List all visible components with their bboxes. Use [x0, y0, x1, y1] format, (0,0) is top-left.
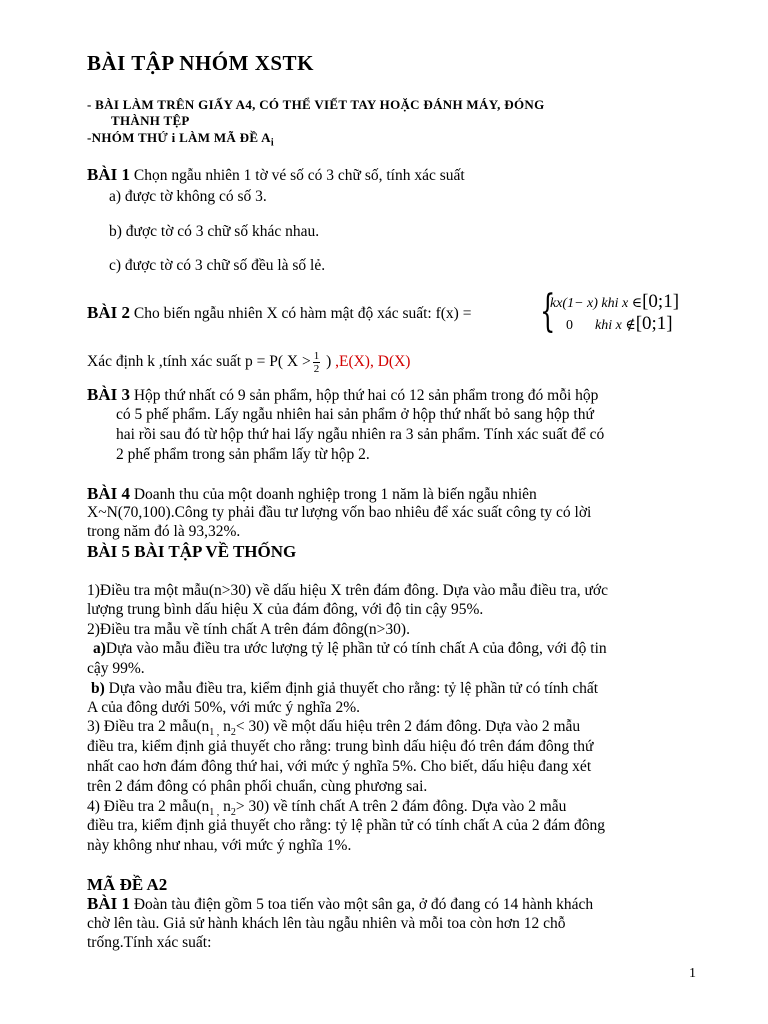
instruction-line-1: - BÀI LÀM TRÊN GIẤY A4, CÓ THỂ VIẾT TAY HOẶC ĐÁNH MÁY, ĐÓNG — [87, 97, 545, 112]
bai5-item-4-line-2: điều tra, kiểm định giả thuyết cho rằng: tỷ lệ phần tử có tính chất A của 2 đám đông — [87, 817, 606, 834]
bai5-item-2-line-1: 2)Điều tra mẫu về tính chất A trên đám đông(n>30). — [87, 621, 410, 638]
bai1-option-a: a) được tờ không có số 3. — [109, 188, 267, 205]
bai5-item-3-line-1: 3) Điều tra 2 $mẫu(n_{1 ,}$ $n_2< 30$) về một dấu hiệu trên 2 đám đông. Dựa vào 2 mẫu — [87, 718, 581, 739]
bai5-item-2b-line-1: b) Dựa vào mẫu điều tra, kiểm định giả thuyết cho rằng: tỷ lệ phần tử có tính chất — [91, 680, 599, 697]
bai5-item-1-line-2: lượng trung bình dấu hiệu X của đám đông, với độ tin cậy 95%. — [87, 601, 484, 618]
page-number: 1 — [689, 966, 696, 981]
bai5-item-3-line-4: trên 2 đám đông có phân phối chuẩn, cùng phương sai. — [87, 778, 428, 795]
instruction-line-3: -NHÓM THỨ i LÀM MÃ ĐỀ $A_i$ — [87, 130, 274, 149]
bai4-line-2: X~N(70,100).Công ty phải đầu tư lượng vốn bao nhiêu để xác suất công ty có lời — [87, 504, 592, 521]
a2-bai1-line-3: trống.Tính xác suất: — [87, 934, 212, 951]
document-title: BÀI TẬP NHÓM XSTK — [87, 51, 314, 75]
piecewise-case-1: kx(1− x) khi x ∈[0;1] — [550, 291, 680, 312]
bai1-option-b: b) được tờ có 3 chữ số khác nhau. — [109, 223, 320, 240]
bai2-question: BÀI 2 Cho biến ngẫu nhiên X có hàm mật độ xác suất: f(x) = — [87, 303, 472, 322]
section-heading-a2: MÃ ĐỀ A2 — [87, 875, 168, 894]
piecewise-brace: { — [540, 286, 556, 337]
bai5-item-3-line-2: điều tra, kiểm định giả thuyết cho rằng: trung bình dấu hiệu đó trên đám đông thứ — [87, 738, 594, 755]
bai1-question: BÀI 1 Chọn ngẫu nhiên 1 tờ vé số có 3 chữ số, tính xác suất — [87, 165, 465, 184]
bai3-line-3: hai rồi sau đó từ hộp thứ hai lấy ngẫu nhiên ra 3 sản phẩm. Tính xác suất để có — [116, 426, 605, 443]
instruction-line-2: THÀNH TỆP — [111, 113, 190, 128]
bai5-item-2a-line-2: cậy 99%. — [87, 660, 145, 677]
a2-bai1-line-2: chờ lên tàu. Giả sử hành khách lên tàu ngẫu nhiên và mỗi toa còn hơn 12 chỗ — [87, 915, 566, 932]
bai5-item-2a-line-1: a)Dựa vào mẫu điều tra ước lượng tỷ lệ phần tử có tính chất A của đông, với độ tin — [93, 640, 607, 657]
fraction-one-half: $\frac{1}{2}$ — [313, 350, 320, 375]
bai3-line-2: có 5 phế phẩm. Lấy ngẫu nhiên hai sản phẩm ở hộp thứ nhất bỏ sang hộp thứ — [116, 406, 594, 423]
bai5-item-2b-line-2: A của đông dưới 50%, với mức ý nghĩa 2%. — [87, 699, 360, 716]
bai5-item-3-line-3: nhất cao hơn đám đông thứ hai, với mức ý nghĩa 5%. Cho biết, dấu hiệu đang xét — [87, 758, 592, 775]
bai5-item-4-line-1: 4) Điều tra 2 $mẫu(n_{1 ,}$ $n_2> 30$) về tính chất A trên 2 đám đông. Dựa vào 2 mẫu — [87, 798, 567, 819]
bai4-line-3: trong năm đó là 93,32%. — [87, 523, 241, 540]
bai5-item-1-line-1: 1)Điều tra một mẫu(n>30) về dấu hiệu X trên đám đông. Dựa vào mẫu điều tra, ước — [87, 582, 608, 599]
bai2-task: Xác định k ,tính xác suất p = P( X > $\frac{1}{2}$ ) ,E(X), D(X) — [87, 350, 411, 375]
bai5-heading: BÀI 5 BÀI TẬP VỀ THỐNG — [87, 542, 297, 561]
bai3-line-4: 2 phế phẩm trong sản phẩm lấy từ hộp 2. — [116, 446, 370, 463]
bai1-option-c: c) được tờ có 3 chữ số đều là số lẻ. — [109, 257, 326, 274]
piecewise-case-2: 0 khi x ∉[0;1] — [566, 313, 673, 334]
bai5-item-4-line-3: này không như nhau, với mức ý nghĩa 1%. — [87, 837, 352, 854]
bai4-line-1: BÀI 4 Doanh thu của một doanh nghiệp trong 1 năm là biến ngẫu nhiên — [87, 484, 537, 503]
bai3-line-1: BÀI 3 Hộp thứ nhất có 9 sản phẩm, hộp thứ hai có 12 sản phẩm trong đó mỗi hộp — [87, 385, 599, 404]
a2-bai1-line-1: BÀI 1 Đoàn tàu điện gồm 5 toa tiến vào một sân ga, ở đó đang có 14 hành khách — [87, 894, 594, 913]
